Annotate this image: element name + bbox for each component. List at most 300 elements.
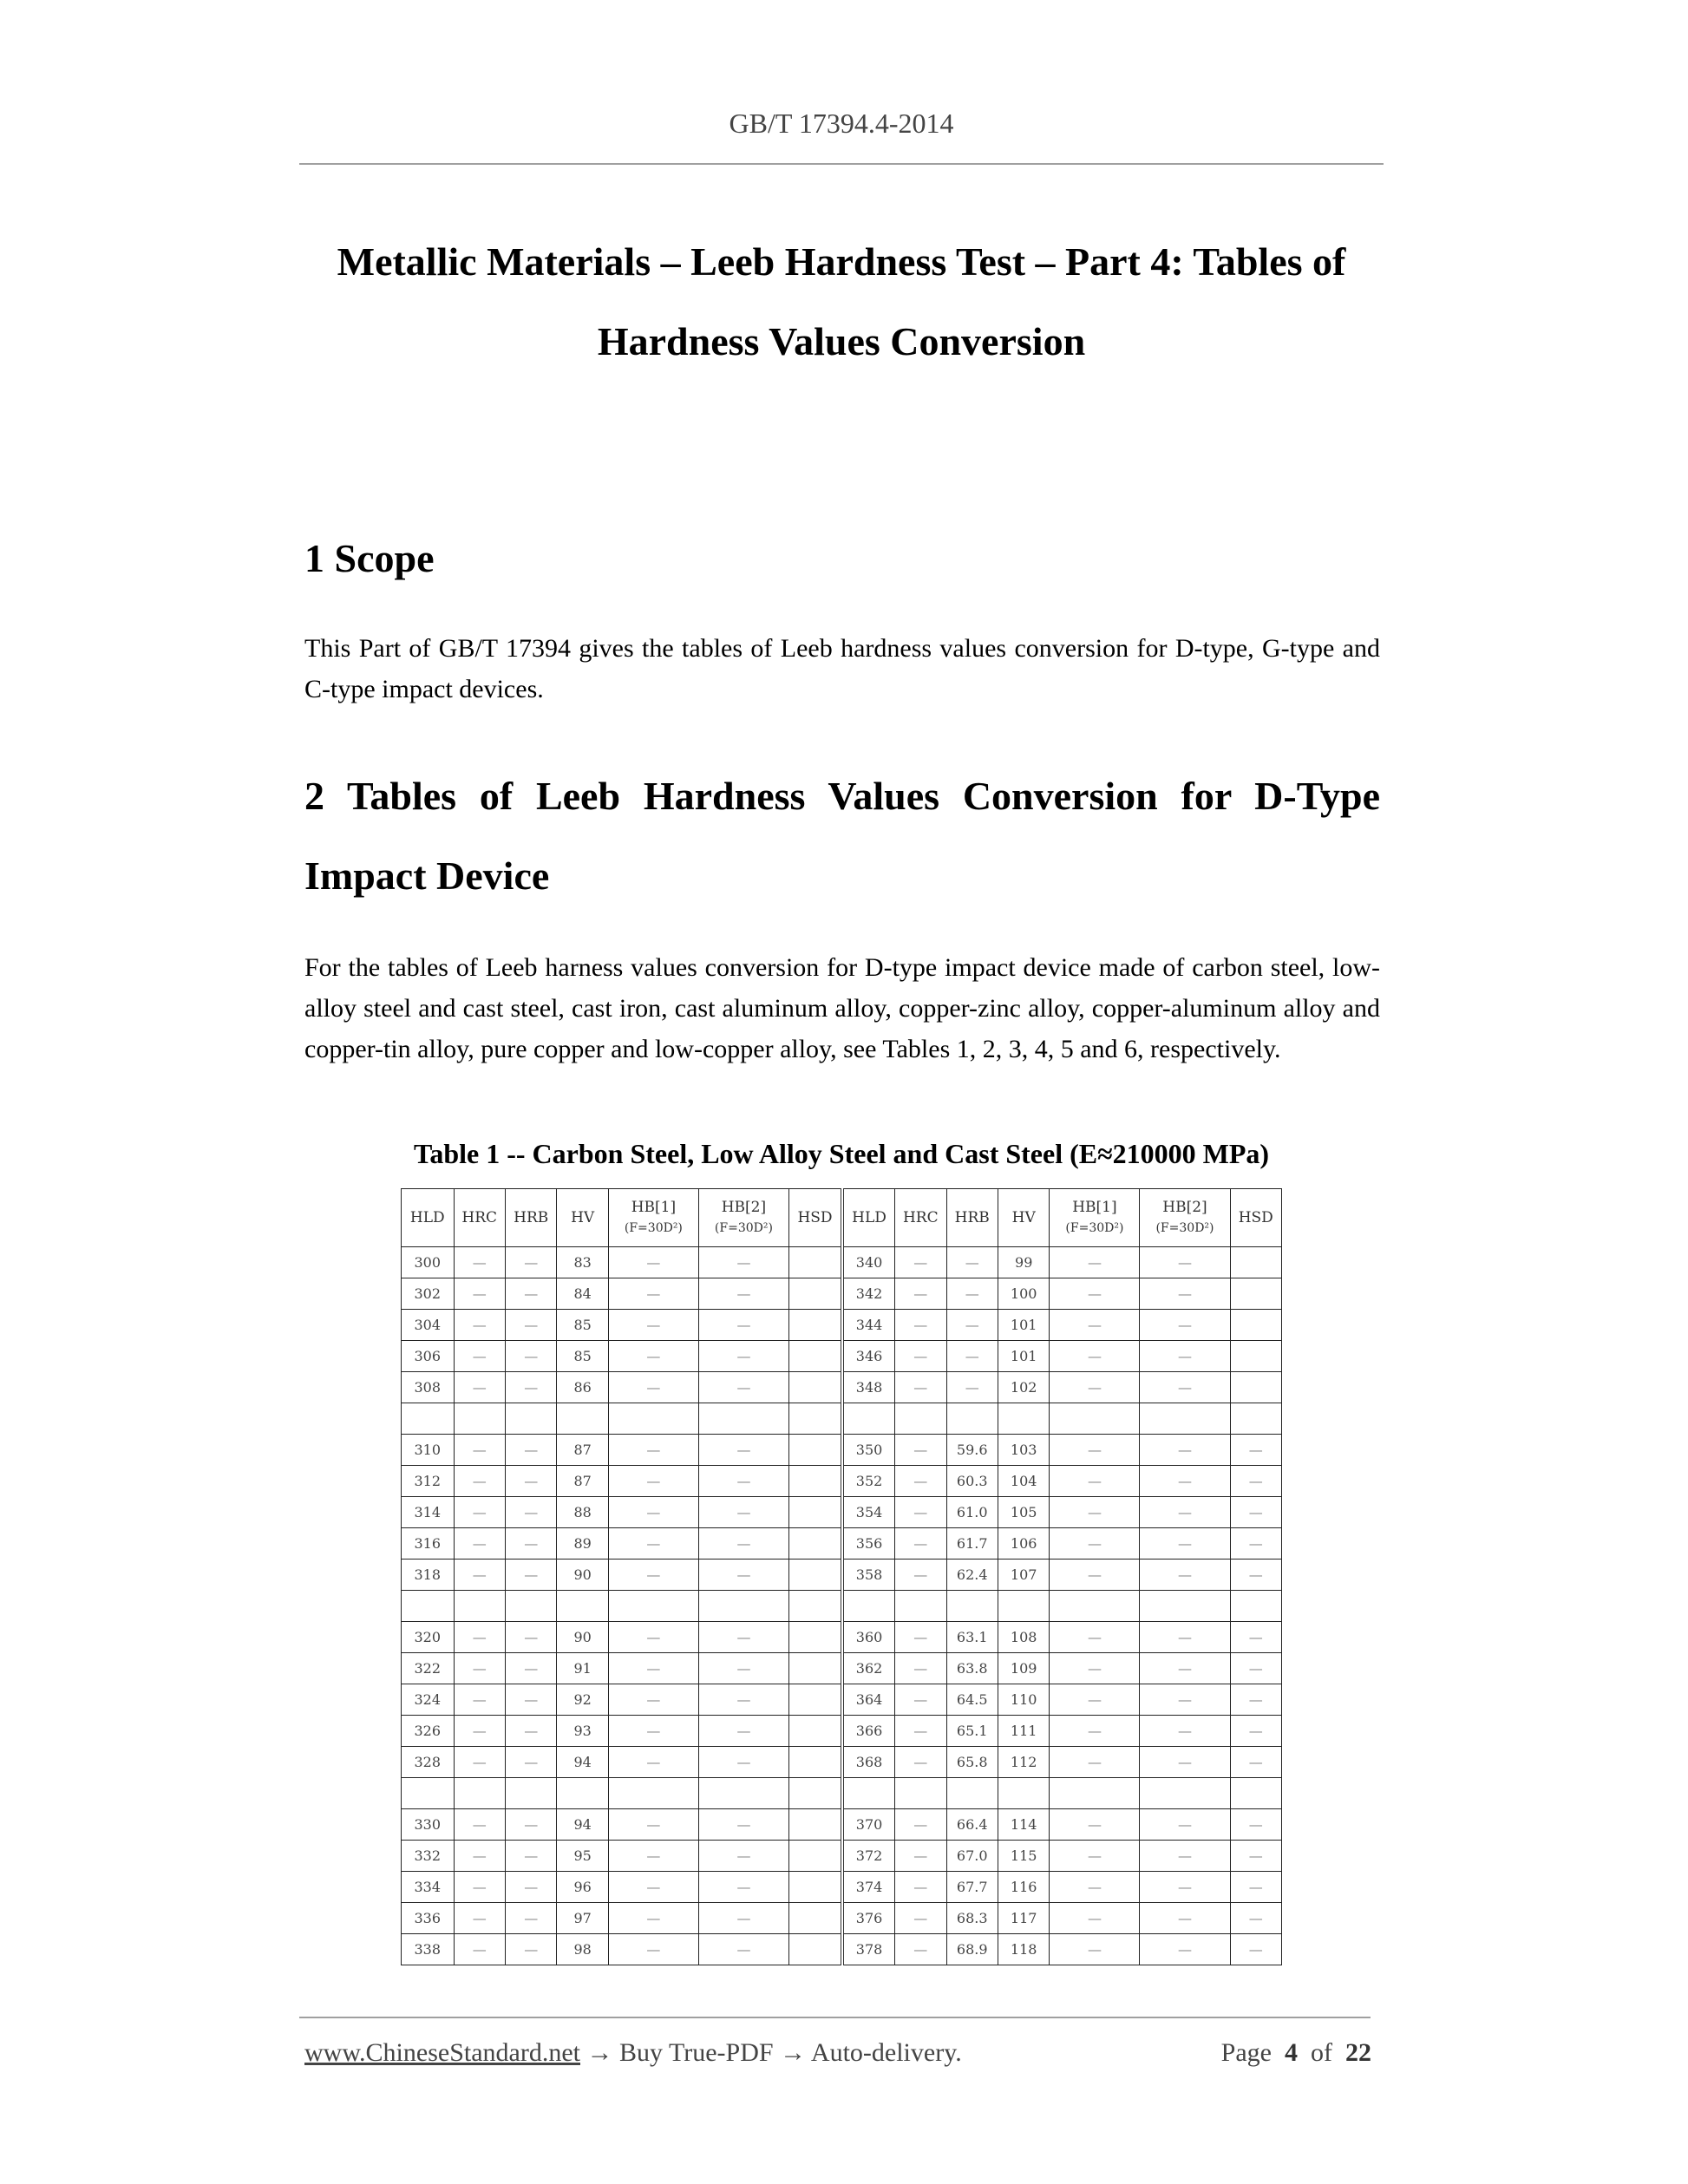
table-cell: — [698, 1528, 788, 1560]
table-cell: 370 [842, 1809, 895, 1841]
empty-cell [946, 1591, 998, 1622]
column-header-label: HRC [461, 1209, 498, 1226]
table-cell: — [608, 1278, 698, 1310]
table-cell: — [1140, 1278, 1230, 1310]
empty-cell [608, 1778, 698, 1809]
table-row [402, 1809, 1282, 1841]
empty-cell [454, 1591, 505, 1622]
table-cell: — [454, 1841, 505, 1872]
table-cell: 374 [842, 1872, 895, 1903]
column-header-sublabel: (F=30D²) [1155, 1221, 1214, 1235]
table-cell: — [608, 1747, 698, 1778]
table-cell: — [1050, 1278, 1140, 1310]
table-cell: — [505, 1247, 556, 1278]
table-cell: 68.9 [946, 1934, 998, 1965]
empty-cell [788, 1778, 842, 1809]
table-cell: 362 [842, 1653, 895, 1684]
table-cell: — [698, 1684, 788, 1716]
table-cell [788, 1872, 842, 1903]
table-cell: 358 [842, 1560, 895, 1591]
table-cell: 378 [842, 1934, 895, 1965]
table-cell: 338 [402, 1934, 455, 1965]
table-cell: 344 [842, 1310, 895, 1341]
empty-cell [1140, 1403, 1230, 1435]
column-header-label: HLD [409, 1209, 445, 1226]
table-cell: 88 [557, 1497, 608, 1528]
table-cell: — [454, 1622, 505, 1653]
table-cell: — [1050, 1841, 1140, 1872]
table-cell [788, 1278, 842, 1310]
table-cell: — [1140, 1372, 1230, 1403]
table-cell [788, 1466, 842, 1497]
section-1-heading: 1 Scope [304, 536, 435, 580]
table-cell [788, 1435, 842, 1466]
table-row [402, 1435, 1282, 1466]
table-cell: — [895, 1560, 946, 1591]
empty-cell [608, 1403, 698, 1435]
table-cell: — [608, 1809, 698, 1841]
column-header-sublabel: (F=30D²) [714, 1221, 773, 1235]
table-cell [788, 1684, 842, 1716]
column-header [505, 1189, 556, 1247]
table-cell: — [454, 1934, 505, 1965]
table-cell: — [1050, 1528, 1140, 1560]
table-cell: 85 [557, 1310, 608, 1341]
table-cell: — [608, 1716, 698, 1747]
empty-cell [402, 1403, 455, 1435]
table-cell: — [895, 1684, 946, 1716]
column-header [454, 1189, 505, 1247]
table-1-container [401, 1188, 1282, 1965]
table-cell: 67.7 [946, 1872, 998, 1903]
empty-cell [1230, 1591, 1281, 1622]
table-cell: — [895, 1841, 946, 1872]
table-cell: — [454, 1341, 505, 1372]
table-cell: — [505, 1653, 556, 1684]
table-cell: 106 [998, 1528, 1049, 1560]
column-header [608, 1189, 698, 1247]
table-cell: — [1230, 1653, 1281, 1684]
table-cell: — [1140, 1528, 1230, 1560]
table-cell: 108 [998, 1622, 1049, 1653]
empty-cell [698, 1778, 788, 1809]
table-row [402, 1247, 1282, 1278]
column-header [946, 1189, 998, 1247]
table-cell: 115 [998, 1841, 1049, 1872]
table-row [402, 1528, 1282, 1560]
table-cell: 366 [842, 1716, 895, 1747]
table-row [402, 1278, 1282, 1310]
column-header-label: HB[2] [721, 1199, 767, 1216]
empty-cell [842, 1778, 895, 1809]
table-cell [1230, 1372, 1281, 1403]
empty-cell [842, 1591, 895, 1622]
table-row [402, 1684, 1282, 1716]
table-cell [1230, 1341, 1281, 1372]
table-cell: 87 [557, 1466, 608, 1497]
table-cell: — [608, 1466, 698, 1497]
table-cell: — [1230, 1903, 1281, 1934]
table-cell: — [698, 1497, 788, 1528]
table-cell: — [1140, 1809, 1230, 1841]
table-cell: 320 [402, 1622, 455, 1653]
column-header-sublabel: (F=30D²) [1065, 1221, 1124, 1235]
table-cell: — [895, 1747, 946, 1778]
empty-cell [454, 1403, 505, 1435]
table-cell: — [895, 1278, 946, 1310]
table-cell: — [946, 1372, 998, 1403]
table-cell: — [698, 1716, 788, 1747]
table-cell [788, 1747, 842, 1778]
table-row [402, 1716, 1282, 1747]
table-cell: — [505, 1684, 556, 1716]
table-cell: 101 [998, 1341, 1049, 1372]
empty-cell [505, 1591, 556, 1622]
table-cell: — [1230, 1809, 1281, 1841]
footer-tagline: → Buy True-PDF → Auto-delivery. [580, 2038, 962, 2067]
table-cell: — [1230, 1435, 1281, 1466]
table-cell: 63.8 [946, 1653, 998, 1684]
table-cell: — [1140, 1497, 1230, 1528]
table-cell [1230, 1278, 1281, 1310]
table-cell: — [608, 1497, 698, 1528]
table-row [402, 1841, 1282, 1872]
table-cell: — [1230, 1716, 1281, 1747]
table-cell: 61.7 [946, 1528, 998, 1560]
table-cell: — [505, 1560, 556, 1591]
table-cell: — [1140, 1466, 1230, 1497]
table-cell: 66.4 [946, 1809, 998, 1841]
column-header-label: HSD [797, 1209, 833, 1226]
column-header-label: HV [571, 1209, 595, 1226]
page-label: Page [1220, 2038, 1272, 2067]
table-cell: 304 [402, 1310, 455, 1341]
table-cell: — [608, 1872, 698, 1903]
table-cell: — [698, 1435, 788, 1466]
table-cell: — [505, 1841, 556, 1872]
table-cell: — [454, 1903, 505, 1934]
table-cell: — [895, 1934, 946, 1965]
table-cell: 63.1 [946, 1622, 998, 1653]
table-cell: — [895, 1716, 946, 1747]
table-cell: 332 [402, 1841, 455, 1872]
table-cell: — [698, 1310, 788, 1341]
document-title-line2: Hardness Values Conversion [597, 319, 1086, 363]
column-header-sublabel: (F=30D²) [624, 1221, 683, 1235]
table-cell: — [1050, 1466, 1140, 1497]
table-cell: — [1140, 1747, 1230, 1778]
table-cell: — [454, 1560, 505, 1591]
table-row [402, 1622, 1282, 1653]
table-cell: 86 [557, 1372, 608, 1403]
table-cell: — [505, 1747, 556, 1778]
table-cell: — [454, 1528, 505, 1560]
empty-cell [402, 1778, 455, 1809]
empty-cell [698, 1591, 788, 1622]
table-cell: — [698, 1247, 788, 1278]
empty-cell [998, 1403, 1049, 1435]
empty-cell [557, 1403, 608, 1435]
table-cell: — [505, 1622, 556, 1653]
empty-cell [842, 1403, 895, 1435]
page-footer [304, 2038, 1371, 2068]
table-cell: 300 [402, 1247, 455, 1278]
column-header-label: HSD [1238, 1209, 1273, 1226]
table-cell: 118 [998, 1934, 1049, 1965]
table-cell [1230, 1247, 1281, 1278]
table-cell [788, 1809, 842, 1841]
column-header [1140, 1189, 1230, 1247]
table-cell: — [895, 1622, 946, 1653]
table-cell: — [698, 1841, 788, 1872]
table-cell: — [1230, 1528, 1281, 1560]
column-header [1050, 1189, 1140, 1247]
table-cell: — [1050, 1716, 1140, 1747]
table-cell: — [1140, 1716, 1230, 1747]
empty-cell [402, 1591, 455, 1622]
table-cell: — [454, 1747, 505, 1778]
table-cell: — [454, 1653, 505, 1684]
table-cell: — [608, 1653, 698, 1684]
table-cell: — [698, 1872, 788, 1903]
table-cell: 316 [402, 1528, 455, 1560]
table-cell: 105 [998, 1497, 1049, 1528]
empty-cell [998, 1591, 1049, 1622]
table-cell: — [895, 1310, 946, 1341]
empty-cell [505, 1403, 556, 1435]
table-cell: — [698, 1622, 788, 1653]
empty-cell [788, 1591, 842, 1622]
table-cell: — [1050, 1247, 1140, 1278]
table-row [402, 1872, 1282, 1903]
table-cell: — [608, 1903, 698, 1934]
table-cell: — [895, 1247, 946, 1278]
table-cell: 83 [557, 1247, 608, 1278]
table-cell: — [505, 1372, 556, 1403]
table-cell: 308 [402, 1372, 455, 1403]
table-cell: — [608, 1310, 698, 1341]
table-cell: — [1050, 1560, 1140, 1591]
table-cell: — [505, 1310, 556, 1341]
table-cell [788, 1341, 842, 1372]
table-cell [788, 1372, 842, 1403]
table-cell: — [1230, 1934, 1281, 1965]
column-header-label: HRB [954, 1209, 990, 1226]
empty-cell [557, 1591, 608, 1622]
table-cell: — [454, 1809, 505, 1841]
table-cell: — [505, 1435, 556, 1466]
table-row [402, 1653, 1282, 1684]
column-header [402, 1189, 455, 1247]
table-cell: 314 [402, 1497, 455, 1528]
site-link[interactable]: www.ChineseStandard.net [304, 2038, 580, 2067]
table-cell: 312 [402, 1466, 455, 1497]
group-spacer-row [402, 1778, 1282, 1809]
table-cell: 109 [998, 1653, 1049, 1684]
table-cell: 324 [402, 1684, 455, 1716]
table-cell: — [454, 1435, 505, 1466]
section-2-heading-line1: 2 Tables of Leeb Hardness Values Conversion for D-Type [304, 774, 1380, 818]
table-cell: 60.3 [946, 1466, 998, 1497]
table-cell: 360 [842, 1622, 895, 1653]
table-row [402, 1466, 1282, 1497]
table-cell: 110 [998, 1684, 1049, 1716]
table-cell: — [698, 1903, 788, 1934]
table-cell [788, 1934, 842, 1965]
section-2-heading [304, 756, 1380, 916]
table-cell: — [608, 1684, 698, 1716]
table-row [402, 1497, 1282, 1528]
table-cell: — [895, 1435, 946, 1466]
table-cell: — [454, 1684, 505, 1716]
table-cell: — [698, 1341, 788, 1372]
empty-cell [1140, 1778, 1230, 1809]
table-cell: 364 [842, 1684, 895, 1716]
table-cell: — [1050, 1903, 1140, 1934]
table-cell: 97 [557, 1903, 608, 1934]
empty-cell [454, 1778, 505, 1809]
table-cell: 346 [842, 1341, 895, 1372]
group-spacer-row [402, 1591, 1282, 1622]
table-cell: 84 [557, 1278, 608, 1310]
table-cell: — [608, 1622, 698, 1653]
document-title [299, 222, 1384, 382]
table-cell: — [505, 1934, 556, 1965]
table-cell: — [505, 1809, 556, 1841]
table-cell: 98 [557, 1934, 608, 1965]
table-cell [788, 1310, 842, 1341]
table-cell: — [1230, 1560, 1281, 1591]
table-cell: — [1140, 1934, 1230, 1965]
column-header-label: HV [1011, 1209, 1036, 1226]
table-cell: — [454, 1872, 505, 1903]
table-cell: — [1140, 1903, 1230, 1934]
table-cell: — [1140, 1653, 1230, 1684]
table-cell: 103 [998, 1435, 1049, 1466]
column-header [788, 1189, 842, 1247]
table-cell: — [454, 1278, 505, 1310]
table-cell: — [608, 1372, 698, 1403]
table-cell: — [895, 1497, 946, 1528]
table-cell: — [698, 1747, 788, 1778]
table-cell: 350 [842, 1435, 895, 1466]
table-cell: — [1140, 1684, 1230, 1716]
table-cell: 64.5 [946, 1684, 998, 1716]
column-header-label: HB[2] [1162, 1199, 1207, 1216]
table-cell: — [1230, 1872, 1281, 1903]
table-cell: 68.3 [946, 1903, 998, 1934]
empty-cell [788, 1403, 842, 1435]
document-code-header: GB/T 17394.4-2014 [729, 108, 954, 139]
table-cell: — [946, 1278, 998, 1310]
table-cell: — [895, 1341, 946, 1372]
table-cell [788, 1497, 842, 1528]
table-row [402, 1341, 1282, 1372]
table-cell: 99 [998, 1247, 1049, 1278]
table-row [402, 1747, 1282, 1778]
table-cell: — [1140, 1841, 1230, 1872]
empty-cell [557, 1778, 608, 1809]
table-cell: 89 [557, 1528, 608, 1560]
table-cell: — [895, 1903, 946, 1934]
table-cell: 101 [998, 1310, 1049, 1341]
table-cell: — [608, 1560, 698, 1591]
empty-cell [1050, 1403, 1140, 1435]
table-cell [788, 1716, 842, 1747]
table-cell: 114 [998, 1809, 1049, 1841]
table-cell: 94 [557, 1747, 608, 1778]
table-row [402, 1560, 1282, 1591]
table-cell: — [698, 1809, 788, 1841]
table-cell: — [1230, 1841, 1281, 1872]
table-cell: — [1050, 1809, 1140, 1841]
table-cell: — [1050, 1934, 1140, 1965]
empty-cell [895, 1403, 946, 1435]
table-cell: — [698, 1934, 788, 1965]
table-cell: — [1230, 1684, 1281, 1716]
table-cell [788, 1841, 842, 1872]
table-cell: — [505, 1903, 556, 1934]
column-header [895, 1189, 946, 1247]
table-cell: — [895, 1528, 946, 1560]
table-cell: 348 [842, 1372, 895, 1403]
empty-cell [1230, 1778, 1281, 1809]
empty-cell [608, 1591, 698, 1622]
document-title-line1: Metallic Materials – Leeb Hardness Test – Part 4: Tables of [337, 239, 1346, 284]
table-cell: — [1050, 1747, 1140, 1778]
table-cell: — [1230, 1497, 1281, 1528]
table-cell: — [1140, 1247, 1230, 1278]
table-cell: 117 [998, 1903, 1049, 1934]
table-cell: 94 [557, 1809, 608, 1841]
column-header-label: HRC [902, 1209, 939, 1226]
column-header [842, 1189, 895, 1247]
empty-cell [1230, 1403, 1281, 1435]
table-cell: 112 [998, 1747, 1049, 1778]
table-cell: 310 [402, 1435, 455, 1466]
table-cell: 340 [842, 1247, 895, 1278]
table-cell: — [1140, 1341, 1230, 1372]
table-row [402, 1903, 1282, 1934]
table-row [402, 1372, 1282, 1403]
table-cell: 95 [557, 1841, 608, 1872]
table-cell: — [505, 1278, 556, 1310]
column-header [698, 1189, 788, 1247]
table-cell: — [454, 1310, 505, 1341]
empty-cell [946, 1778, 998, 1809]
table-cell: 93 [557, 1716, 608, 1747]
empty-cell [1050, 1591, 1140, 1622]
table-cell: 92 [557, 1684, 608, 1716]
page-indicator [1221, 2038, 1371, 2068]
table-cell: — [454, 1466, 505, 1497]
table-cell: — [698, 1653, 788, 1684]
table-cell: — [1230, 1622, 1281, 1653]
table-cell: — [895, 1809, 946, 1841]
table-cell: — [608, 1341, 698, 1372]
table-cell: — [505, 1528, 556, 1560]
table-cell: — [454, 1372, 505, 1403]
table-cell: — [895, 1372, 946, 1403]
table-cell: — [608, 1435, 698, 1466]
table-cell: — [1050, 1497, 1140, 1528]
empty-cell [698, 1403, 788, 1435]
empty-cell [895, 1591, 946, 1622]
table-cell: 336 [402, 1903, 455, 1934]
table-cell: 61.0 [946, 1497, 998, 1528]
empty-cell [998, 1778, 1049, 1809]
group-spacer-row [402, 1403, 1282, 1435]
